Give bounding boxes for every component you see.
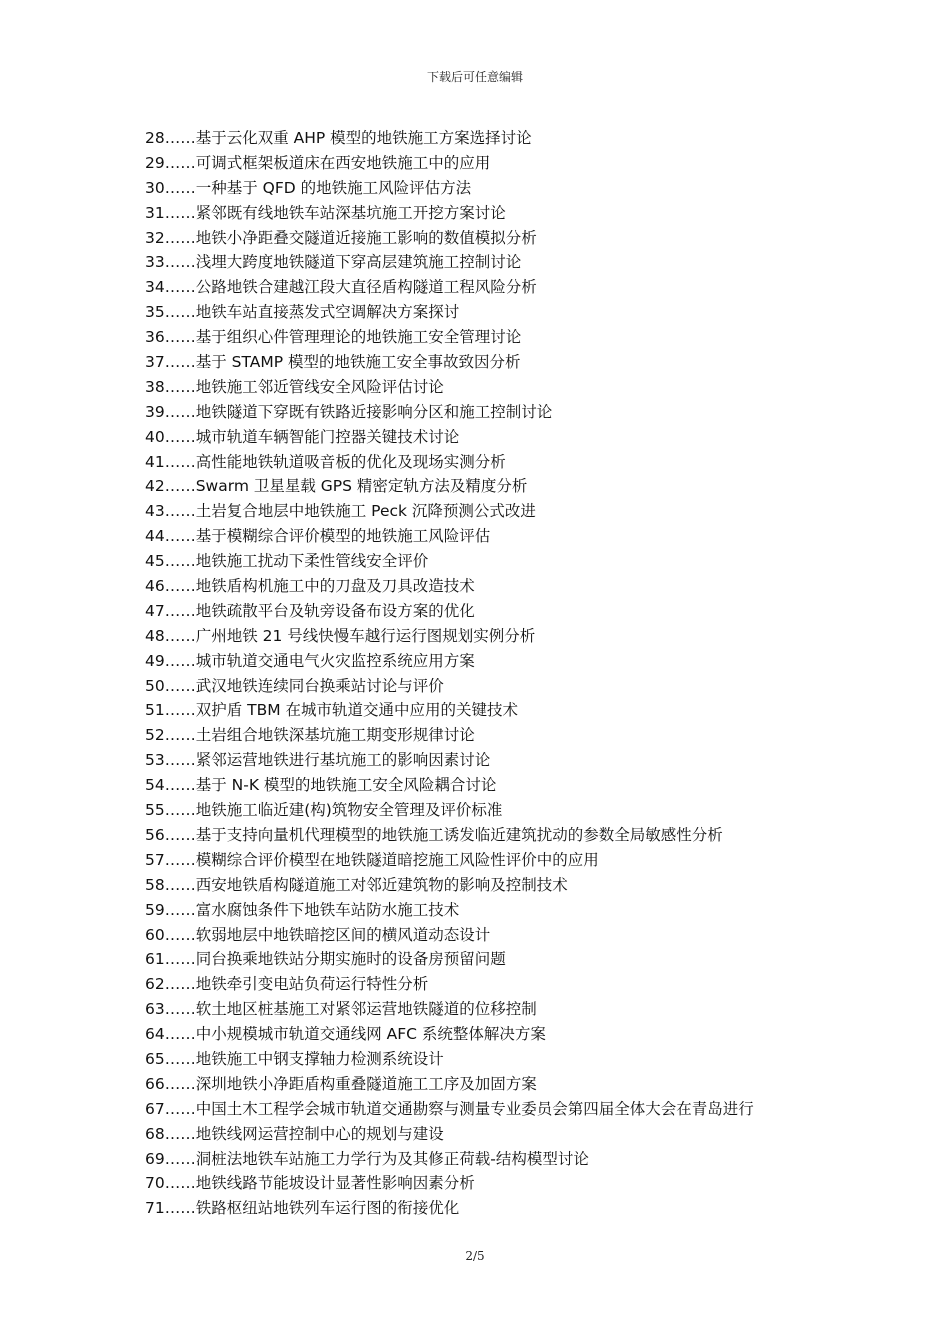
list-item: 65……地铁施工中钢支撑轴力检测系统设计 — [145, 1049, 444, 1068]
list-item: 68……地铁线网运营控制中心的规划与建设 — [145, 1124, 444, 1143]
list-item: 35……地铁车站直接蒸发式空调解决方案探讨 — [145, 303, 460, 322]
entry-list — [145, 126, 754, 1221]
list-item: 44……基于模糊综合评价模型的地铁施工风险评估 — [145, 527, 491, 546]
list-item: 40……城市轨道车辆智能门控器关键技术讨论 — [145, 427, 460, 446]
list-item: 50……武汉地铁连续同台换乘站讨论与评价 — [145, 676, 444, 695]
list-item: 64……中小规模城市轨道交通线网 AFC 系统整体解决方案 — [145, 1025, 546, 1044]
list-item: 38……地铁施工邻近管线安全风险评估讨论 — [145, 377, 444, 396]
list-item: 42……Swarm 卫星星载 GPS 精密定轨方法及精度分析 — [145, 477, 528, 496]
list-item: 58……西安地铁盾构隧道施工对邻近建筑物的影响及控制技术 — [145, 875, 568, 894]
list-item: 67……中国土木工程学会城市轨道交通勘察与测量专业委员会第四届全体大会在青岛进行 — [145, 1099, 754, 1118]
list-item: 41……高性能地铁轨道吸音板的优化及现场实测分析 — [145, 452, 506, 471]
list-item: 28……基于云化双重 AHP 模型的地铁施工方案选择讨论 — [145, 129, 532, 147]
list-item: 45……地铁施工扰动下柔性管线安全评价 — [145, 552, 429, 571]
list-item: 62……地铁牵引变电站负荷运行特性分析 — [145, 975, 429, 994]
list-item: 33……浅埋大跨度地铁隧道下穿高层建筑施工控制讨论 — [145, 253, 522, 272]
list-item: 43……土岩复合地层中地铁施工 Peck 沉降预测公式改进 — [145, 502, 536, 521]
list-item: 49……城市轨道交通电气火灾监控系统应用方案 — [145, 651, 475, 670]
list-item: 69……洞桩法地铁车站施工力学行为及其修正荷载-结构模型讨论 — [145, 1149, 589, 1168]
page-number: 2/5 — [465, 1249, 485, 1263]
list-item: 61……同台换乘地铁站分期实施时的设备房预留问题 — [145, 950, 506, 969]
list-item: 52……土岩组合地铁深基坑施工期变形规律讨论 — [145, 726, 475, 745]
list-item: 34……公路地铁合建越江段大直径盾构隧道工程风险分析 — [145, 278, 537, 297]
list-item: 46……地铁盾构机施工中的刀盘及刀具改造技术 — [145, 577, 475, 596]
list-item: 56……基于支持向量机代理模型的地铁施工诱发临近建筑扰动的参数全局敏感性分析 — [145, 825, 723, 844]
list-item: 70……地铁线路节能坡设计显著性影响因素分析 — [145, 1174, 475, 1193]
list-item: 54……基于 N-K 模型的地铁施工安全风险耦合讨论 — [145, 776, 497, 795]
list-item: 29……可调式框架板道床在西安地铁施工中的应用 — [145, 153, 491, 172]
list-item: 48……广州地铁 21 号线快慢车越行运行图规划实例分析 — [145, 626, 536, 645]
list-item: 39……地铁隧道下穿既有铁路近接影响分区和施工控制讨论 — [145, 402, 553, 421]
list-item: 37……基于 STAMP 模型的地铁施工安全事故致因分析 — [145, 353, 521, 372]
list-item: 66……深圳地铁小净距盾构重叠隧道施工工序及加固方案 — [145, 1074, 537, 1093]
list-item: 57……模糊综合评价模型在地铁隧道暗挖施工风险性评价中的应用 — [145, 850, 599, 869]
list-item: 60……软弱地层中地铁暗挖区间的横风道动态设计 — [145, 925, 491, 944]
list-item: 47……地铁疏散平台及轨旁设备布设方案的优化 — [145, 601, 475, 620]
list-item: 59……富水腐蚀条件下地铁车站防水施工技术 — [145, 900, 460, 919]
list-item: 55……地铁施工临近建(构)筑物安全管理及评价标准 — [145, 801, 503, 820]
list-item: 51……双护盾 TBM 在城市轨道交通中应用的关键技术 — [145, 701, 519, 720]
list-item: 53……紧邻运营地铁进行基坑施工的影响因素讨论 — [145, 751, 491, 770]
list-item: 63……软土地区桩基施工对紧邻运营地铁隧道的位移控制 — [145, 1000, 537, 1019]
page-header: 下载后可任意编辑 — [426, 70, 523, 84]
list-item: 31……紧邻既有线地铁车站深基坑施工开挖方案讨论 — [145, 203, 506, 222]
list-item: 36……基于组织心件管理理论的地铁施工安全管理讨论 — [145, 328, 522, 347]
list-item: 71……铁路枢纽站地铁列车运行图的衔接优化 — [145, 1199, 460, 1218]
list-item: 30……一种基于 QFD 的地铁施工风险评估方法 — [145, 178, 472, 197]
list-item: 32……地铁小净距叠交隧道近接施工影响的数值模拟分析 — [145, 228, 537, 247]
